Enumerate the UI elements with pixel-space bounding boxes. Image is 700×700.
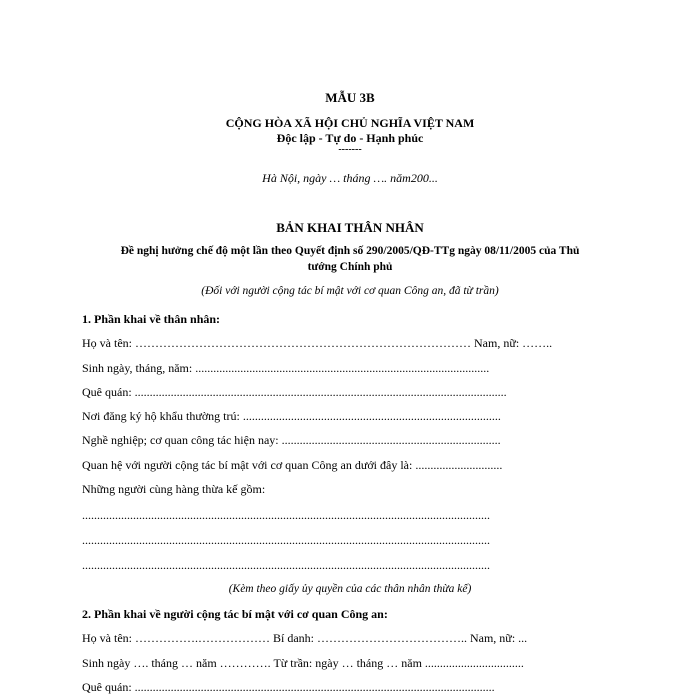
field-full-name: Họ và tên: ………………………………………………………………………… Nam, nữ: ……..	[82, 336, 553, 350]
field-cooperator-name: Họ và tên: …………….……………… Bí danh: ……………………………….. Nam, nữ: ...	[82, 631, 528, 645]
attachment-note: (Kèm theo giấy ủy quyền của các thân nhân thừa kế)	[228, 583, 472, 595]
blank-line: ........................................................................................................................................	[82, 558, 490, 572]
field-cooperator-hometown: Quê quán: ........................................................................................................................	[82, 680, 495, 694]
place-date: Hà Nội, ngày … tháng …. năm200...	[262, 171, 438, 185]
field-hometown: Quê quán: ............................................................................................................................	[82, 385, 507, 399]
section-2-heading: 2. Phần khai về người cộng tác bí mật với cơ quan Công an:	[82, 607, 388, 621]
blank-line: ........................................................................................................................................	[82, 533, 490, 547]
country-header: CỘNG HÒA XÃ HỘI CHỦ NGHĨA VIỆT NAM	[225, 116, 475, 130]
subtitle-line-2: tướng Chính phủ	[307, 261, 393, 273]
field-occupation: Nghề nghiệp; cơ quan công tác hiện nay: .........................................................................	[82, 433, 501, 447]
field-heirs-label: Những người cùng hàng thừa kế gồm:	[82, 482, 266, 496]
section-1-heading: 1. Phần khai về thân nhân:	[82, 312, 221, 326]
motto: Độc lập - Tự do - Hạnh phúc	[276, 131, 424, 145]
document-title: BẢN KHAI THÂN NHÂN	[276, 220, 424, 235]
subtitle-note: (Đối với người cộng tác bí mật với cơ quan Công an, đã từ trần)	[201, 285, 499, 297]
blank-line: ........................................................................................................................................	[82, 508, 490, 522]
field-residence: Nơi đăng ký hộ khẩu thường trú: ......................................................................................	[82, 409, 501, 423]
field-relationship: Quan hệ với người cộng tác bí mật với cơ quan Công an dưới đây là: .............................	[82, 458, 503, 472]
form-code: MẪU 3B	[325, 90, 375, 105]
field-birth-date: Sinh ngày, tháng, năm: ..................................................................................................	[82, 361, 490, 375]
field-cooperator-dates: Sinh ngày …. tháng … năm …………. Từ trần: ngày … tháng … năm .................................	[82, 656, 524, 670]
subtitle-line-1: Đề nghị hưởng chế độ một lần theo Quyết định số 290/2005/QĐ-TTg ngày 08/11/2005 của Thủ	[120, 245, 580, 257]
motto-rule: -------	[338, 144, 362, 155]
